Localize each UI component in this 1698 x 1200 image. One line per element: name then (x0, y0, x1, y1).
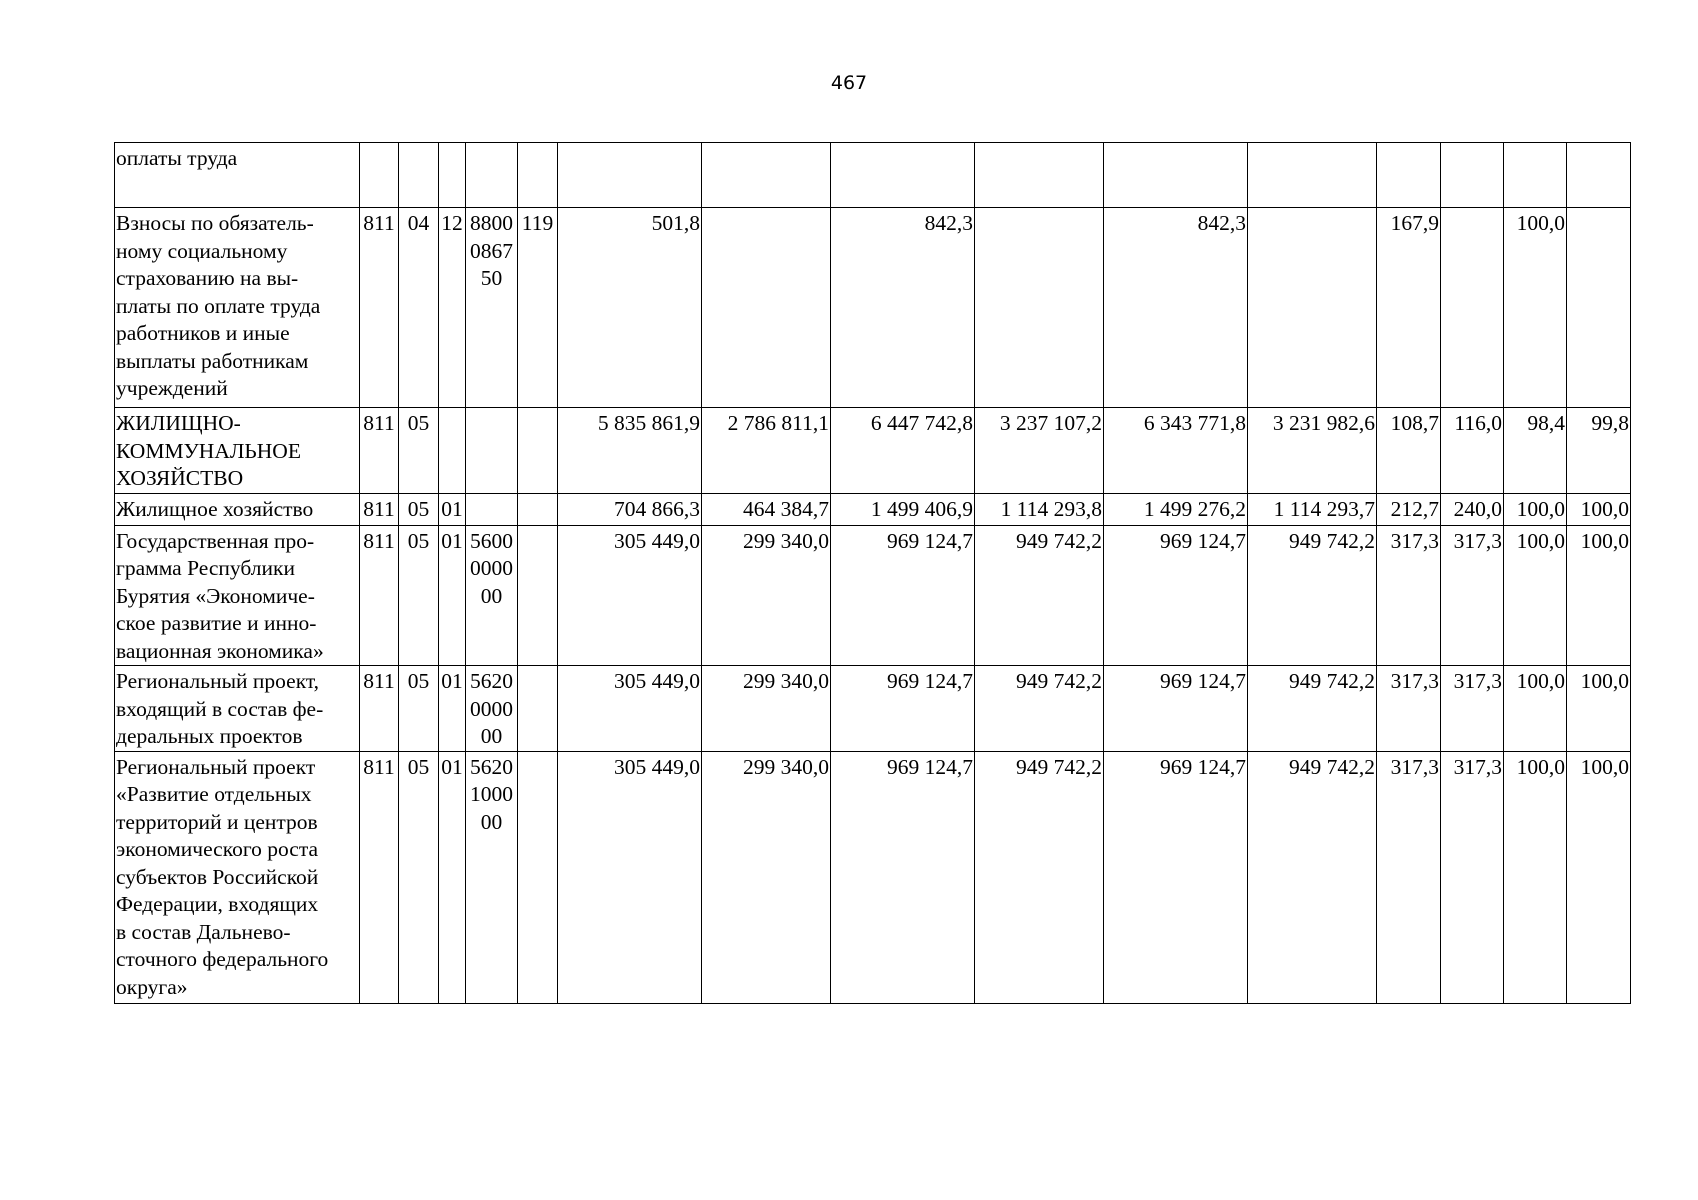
target-article-line: 00 (480, 809, 503, 834)
row-name-line: экономического роста (116, 837, 319, 861)
percent-3-cell: 98,4 (1504, 408, 1567, 494)
row-name-line: страхованию на вы- (116, 266, 299, 290)
admin-code-cell: 811 (360, 525, 399, 666)
percent-1-cell: 167,9 (1377, 208, 1441, 408)
section-code-cell (399, 143, 439, 208)
target-article-line: 1000 (470, 782, 513, 806)
value-5-cell: 842,3 (1104, 208, 1248, 408)
row-name-line: Федерации, входящих (116, 892, 319, 916)
subsection-code-cell: 12 (439, 208, 466, 408)
target-article-line: 0867 (470, 238, 513, 263)
percent-2-cell: 317,3 (1441, 666, 1504, 752)
table-row (115, 143, 1631, 208)
percent-2-cell: 116,0 (1441, 408, 1504, 494)
row-name-line: оплаты труда (116, 146, 238, 170)
expense-type-cell (518, 666, 558, 752)
row-name-line: Региональный проект, (116, 669, 320, 693)
row-name-line: выплаты работникам (116, 348, 309, 373)
row-name-line: субъектов Российской (116, 864, 319, 889)
expense-type-cell: 119 (518, 208, 558, 408)
percent-3-cell: 100,0 (1504, 666, 1567, 752)
row-name-line: КОММУНАЛЬНОЕ (116, 438, 301, 463)
target-article-cell (466, 525, 518, 666)
row-name-line: грамма Республики (116, 556, 295, 580)
value-4-cell (975, 208, 1104, 408)
row-name-line: вационная экономика» (116, 638, 324, 663)
row-name-line: Жилищное хозяйство (116, 496, 314, 521)
subsection-code-cell (439, 408, 466, 494)
row-name-line: территорий и центров (116, 809, 318, 834)
value-3-cell: 1 499 406,9 (831, 493, 975, 525)
target-article-line: 5620 (470, 754, 513, 779)
percent-4-cell: 100,0 (1567, 666, 1631, 752)
row-name-cell (115, 493, 360, 525)
value-1-cell: 501,8 (558, 208, 702, 408)
percent-1-cell: 108,7 (1377, 408, 1441, 494)
row-name-line: работников и иные (116, 321, 290, 345)
expense-type-cell (518, 751, 558, 1003)
value-6-cell: 1 114 293,7 (1248, 493, 1377, 525)
percent-3-cell (1504, 143, 1567, 208)
expense-type-cell (518, 408, 558, 494)
target-article-line: 00 (480, 583, 503, 608)
row-name-line: платы по оплате труда (116, 293, 321, 318)
value-5-cell: 969 124,7 (1104, 751, 1248, 1003)
percent-2-cell: 240,0 (1441, 493, 1504, 525)
row-name-line: ХОЗЯЙСТВО (116, 466, 244, 490)
row-name-line: Государственная про- (116, 528, 315, 553)
percent-2-cell: 317,3 (1441, 525, 1504, 666)
value-1-cell: 305 449,0 (558, 525, 702, 666)
target-article-line: 5620 (470, 669, 513, 693)
value-1-cell: 305 449,0 (558, 666, 702, 752)
page-number: 467 (830, 72, 868, 94)
subsection-code-cell (439, 143, 466, 208)
value-3-cell: 969 124,7 (831, 751, 975, 1003)
value-4-cell: 949 742,2 (975, 666, 1104, 752)
row-name-cell (115, 751, 360, 1003)
value-5-cell (1104, 143, 1248, 208)
section-code-cell: 05 (399, 666, 439, 752)
value-4-cell: 3 237 107,2 (975, 408, 1104, 494)
admin-code-cell: 811 (360, 493, 399, 525)
value-4-cell: 1 114 293,8 (975, 493, 1104, 525)
subsection-code-cell: 01 (439, 525, 466, 666)
percent-1-cell: 317,3 (1377, 525, 1441, 666)
percent-2-cell (1441, 143, 1504, 208)
row-name-line: учреждений (116, 376, 228, 400)
admin-code-cell: 811 (360, 408, 399, 494)
target-article-cell (466, 408, 518, 494)
target-article-line: 8800 (470, 211, 513, 235)
percent-4-cell: 100,0 (1567, 751, 1631, 1003)
value-2-cell: 299 340,0 (702, 751, 831, 1003)
row-name-line: деральных проектов (116, 724, 303, 748)
target-article-cell (466, 208, 518, 408)
row-name-line: в состав Дальнево- (116, 919, 291, 944)
value-4-cell: 949 742,2 (975, 525, 1104, 666)
admin-code-cell: 811 (360, 208, 399, 408)
value-3-cell: 6 447 742,8 (831, 408, 975, 494)
target-article-line: 50 (480, 266, 503, 290)
row-name-line: сточного федерального (116, 947, 329, 971)
admin-code-cell: 811 (360, 666, 399, 752)
value-3-cell (831, 143, 975, 208)
target-article-line: 5600 (470, 528, 513, 553)
value-3-cell: 969 124,7 (831, 525, 975, 666)
value-5-cell: 1 499 276,2 (1104, 493, 1248, 525)
percent-2-cell: 317,3 (1441, 751, 1504, 1003)
table-row (115, 525, 1631, 666)
subsection-code-cell: 01 (439, 666, 466, 752)
value-5-cell: 969 124,7 (1104, 666, 1248, 752)
value-2-cell: 299 340,0 (702, 525, 831, 666)
expense-type-cell (518, 525, 558, 666)
section-code-cell: 05 (399, 751, 439, 1003)
value-4-cell: 949 742,2 (975, 751, 1104, 1003)
percent-1-cell: 317,3 (1377, 751, 1441, 1003)
percent-3-cell: 100,0 (1504, 208, 1567, 408)
section-code-cell: 05 (399, 493, 439, 525)
row-name-cell (115, 666, 360, 752)
section-code-cell: 05 (399, 408, 439, 494)
percent-4-cell: 100,0 (1567, 525, 1631, 666)
target-article-line: 0000 (470, 556, 513, 580)
target-article-cell (466, 666, 518, 752)
admin-code-cell: 811 (360, 751, 399, 1003)
row-name-line: ному социальному (116, 238, 288, 263)
row-name-line: округа» (116, 974, 188, 999)
value-2-cell: 464 384,7 (702, 493, 831, 525)
row-name-cell (115, 208, 360, 408)
percent-3-cell: 100,0 (1504, 493, 1567, 525)
target-article-line: 0000 (470, 696, 513, 721)
row-name-cell (115, 525, 360, 666)
row-name-cell (115, 408, 360, 494)
percent-4-cell (1567, 208, 1631, 408)
value-6-cell (1248, 208, 1377, 408)
percent-2-cell (1441, 208, 1504, 408)
table-row (115, 408, 1631, 494)
row-name-line: ЖИЛИЩНО- (116, 411, 241, 435)
row-name-line: Бурятия «Экономиче- (116, 583, 315, 608)
value-1-cell: 305 449,0 (558, 751, 702, 1003)
target-article-cell (466, 143, 518, 208)
value-1-cell: 5 835 861,9 (558, 408, 702, 494)
value-3-cell: 969 124,7 (831, 666, 975, 752)
value-6-cell (1248, 143, 1377, 208)
table-row (115, 751, 1631, 1003)
value-5-cell: 6 343 771,8 (1104, 408, 1248, 494)
table-body (115, 143, 1631, 1004)
row-name-line: Региональный проект (116, 754, 316, 779)
percent-4-cell: 99,8 (1567, 408, 1631, 494)
value-6-cell: 949 742,2 (1248, 666, 1377, 752)
section-code-cell: 04 (399, 208, 439, 408)
value-2-cell: 299 340,0 (702, 666, 831, 752)
expense-type-cell (518, 493, 558, 525)
value-6-cell: 3 231 982,6 (1248, 408, 1377, 494)
subsection-code-cell: 01 (439, 493, 466, 525)
percent-4-cell: 100,0 (1567, 493, 1631, 525)
value-5-cell: 969 124,7 (1104, 525, 1248, 666)
value-2-cell (702, 143, 831, 208)
table-row (115, 208, 1631, 408)
row-name-line: Взносы по обязатель- (116, 211, 314, 235)
section-code-cell: 05 (399, 525, 439, 666)
row-name-line: ское развитие и инно- (116, 611, 317, 635)
value-6-cell: 949 742,2 (1248, 525, 1377, 666)
value-1-cell (558, 143, 702, 208)
target-article-cell (466, 493, 518, 525)
value-3-cell: 842,3 (831, 208, 975, 408)
percent-1-cell: 317,3 (1377, 666, 1441, 752)
expense-type-cell (518, 143, 558, 208)
target-article-line: 00 (480, 724, 503, 748)
row-name-line: входящий в состав фе- (116, 696, 324, 721)
table-row (115, 493, 1631, 525)
value-6-cell: 949 742,2 (1248, 751, 1377, 1003)
row-name-cell (115, 143, 360, 208)
percent-3-cell: 100,0 (1504, 751, 1567, 1003)
target-article-cell (466, 751, 518, 1003)
table-row (115, 666, 1631, 752)
value-4-cell (975, 143, 1104, 208)
percent-3-cell: 100,0 (1504, 525, 1567, 666)
percent-1-cell (1377, 143, 1441, 208)
value-2-cell: 2 786 811,1 (702, 408, 831, 494)
row-name-line: «Развитие отдельных (116, 782, 312, 806)
value-2-cell (702, 208, 831, 408)
admin-code-cell (360, 143, 399, 208)
value-1-cell: 704 866,3 (558, 493, 702, 525)
budget-table (114, 142, 1631, 1004)
percent-1-cell: 212,7 (1377, 493, 1441, 525)
subsection-code-cell: 01 (439, 751, 466, 1003)
percent-4-cell (1567, 143, 1631, 208)
